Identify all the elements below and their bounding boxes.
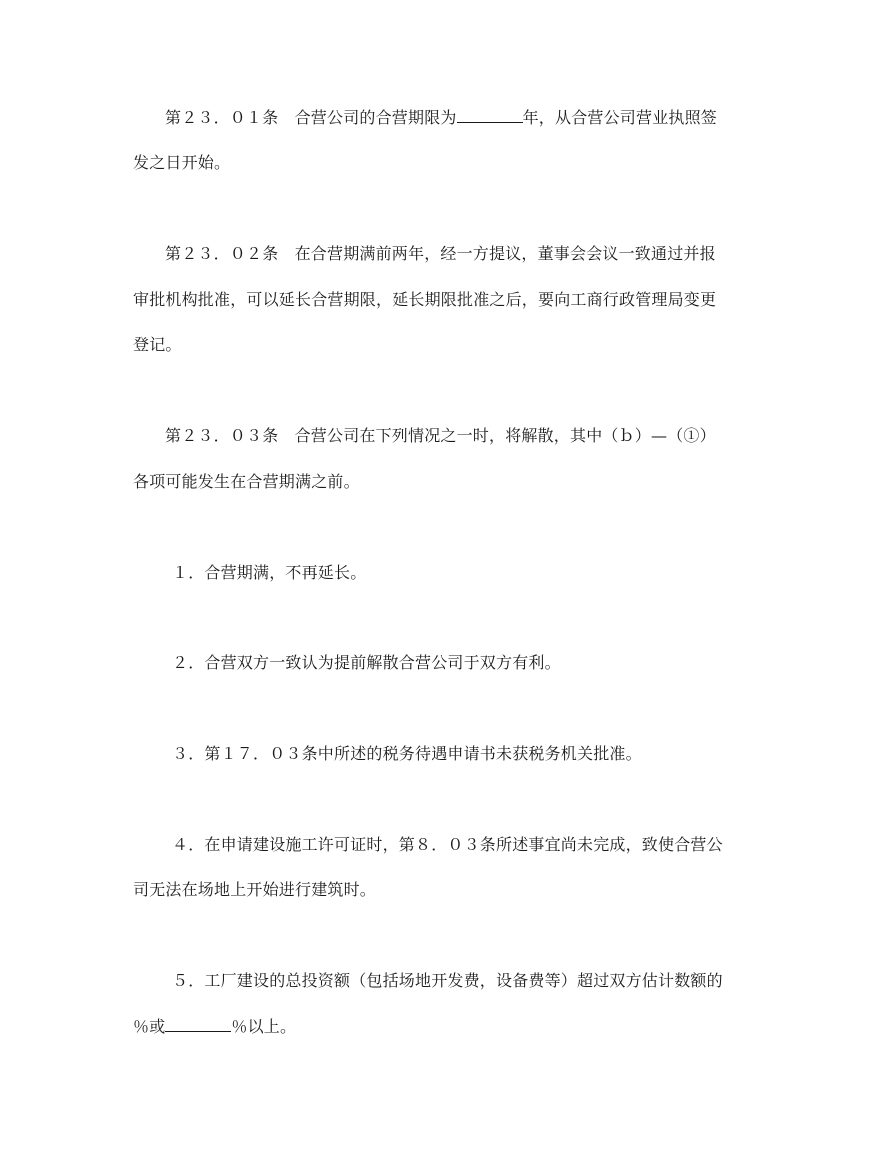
item-3: ３．第１７．０３条中所述的税务待遇申请书未获税务机关批准。 bbox=[172, 744, 642, 763]
item-5-line-1: ５．工厂建设的总投资额（包括场地开发费，设备费等）超过双方估计数额的 bbox=[172, 971, 723, 990]
item-5-text-b: ％以上。 bbox=[231, 1017, 297, 1036]
item-4-line-1: ４．在申请建设施工许可证时，第８．０３条所述事宜尚未完成，致使合营公 bbox=[172, 835, 723, 854]
item-5-line-2 bbox=[133, 1016, 773, 1038]
item-2: ２．合营双方一致认为提前解散合营公司于双方有利。 bbox=[172, 653, 561, 672]
art-23-01-line-2: 发之日开始。 bbox=[133, 153, 231, 172]
item-4-line-2: 司无法在场地上开始进行建筑时。 bbox=[133, 880, 377, 899]
item-5-text-a: ％或 bbox=[133, 1017, 166, 1036]
art-23-03-line-1: 第２３．０３条 合营公司在下列情况之一时，将解散，其中（ｂ）—（①） bbox=[165, 426, 716, 445]
art-23-03-line-2: 各项可能发生在合营期满之前。 bbox=[133, 472, 360, 491]
art-23-01-text-b: 年，从合营公司营业执照签 bbox=[522, 108, 718, 127]
art-23-02-line-2: 审批机构批准，可以延长合营期限，延长期限批准之后，要向工商行政管理局变更 bbox=[133, 290, 717, 309]
item-1: １．合营期满，不再延长。 bbox=[172, 563, 367, 582]
art-23-01-text-a: 第２３．０１条 合营公司的合营期限为 bbox=[165, 108, 457, 127]
term-years-blank bbox=[457, 107, 523, 123]
art-23-01-line-1 bbox=[165, 107, 805, 129]
art-23-02-line-3: 登记。 bbox=[133, 335, 182, 354]
percent-blank bbox=[165, 1016, 231, 1032]
art-23-02-line-1: 第２３．０２条 在合营期满前两年，经一方提议，董事会会议一致通过并报 bbox=[165, 244, 716, 263]
